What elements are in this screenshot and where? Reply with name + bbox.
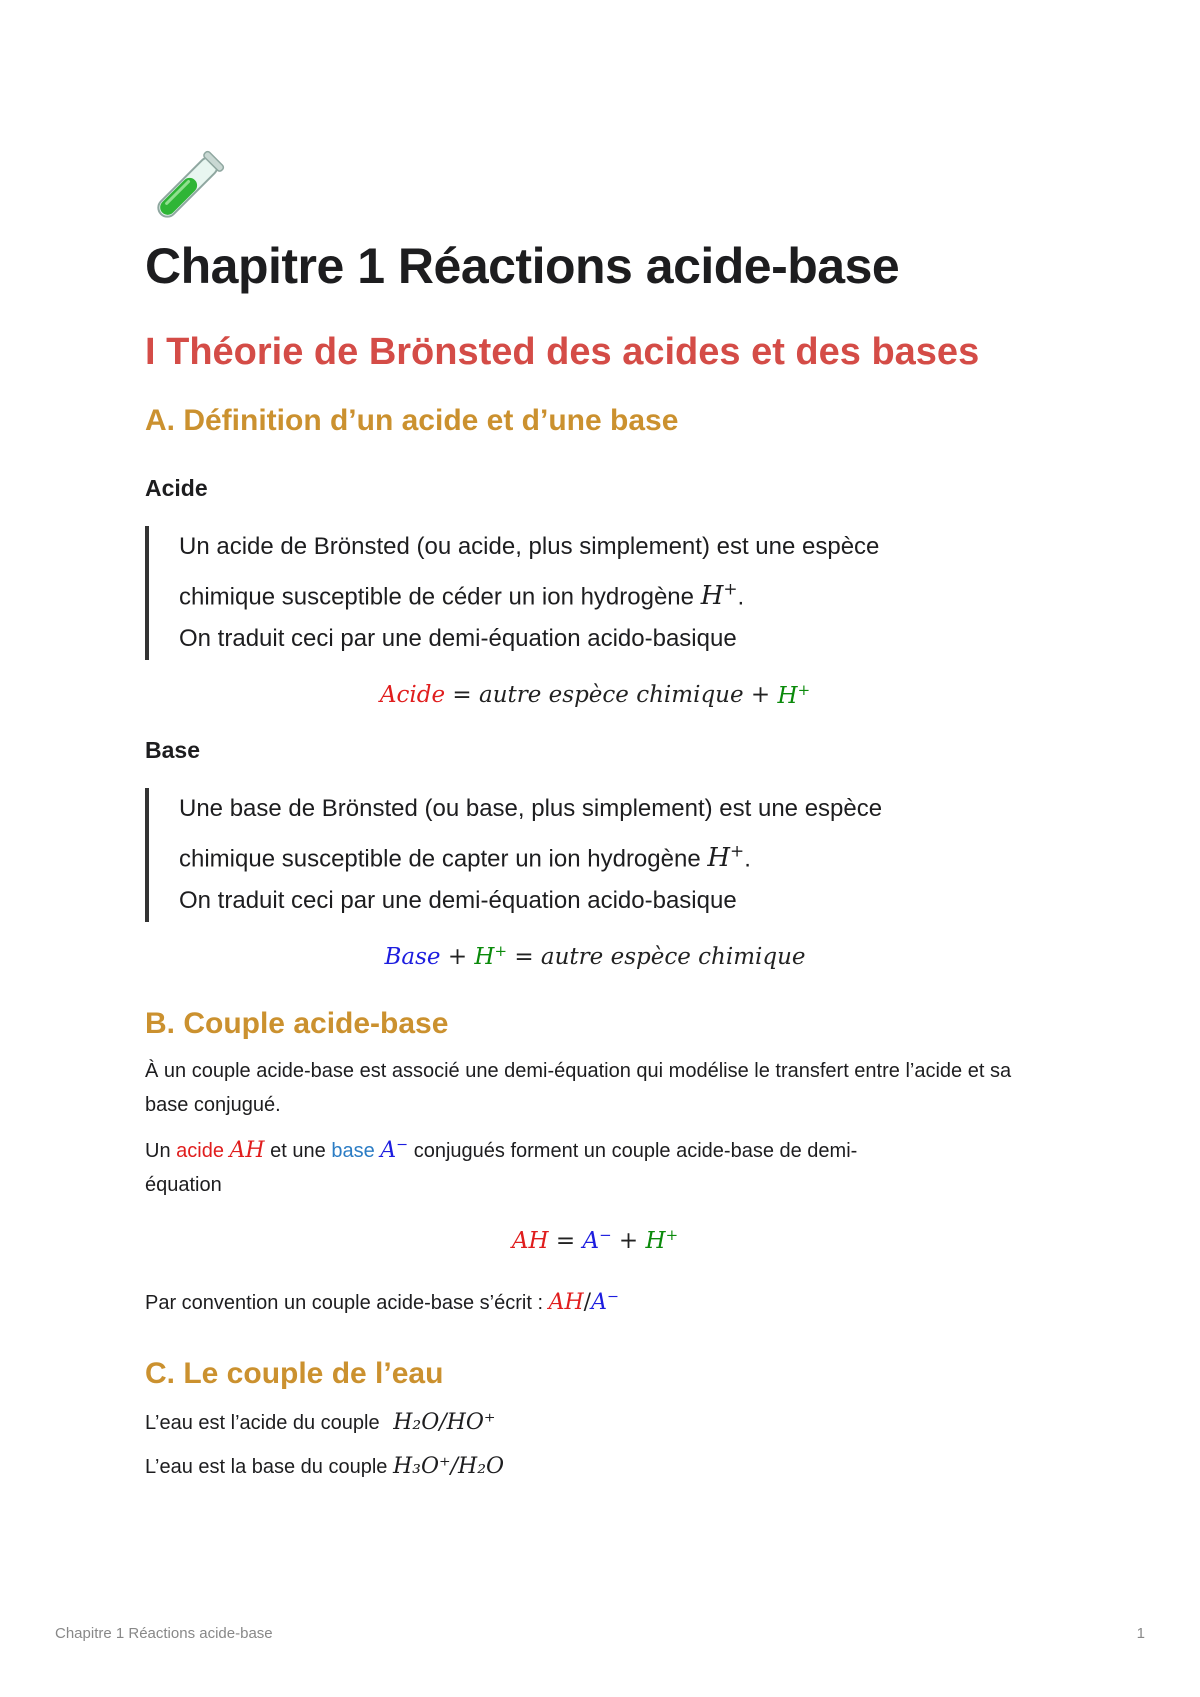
couple-p2-ah: AH bbox=[229, 1137, 265, 1163]
base-period: . bbox=[744, 844, 751, 872]
base-definition-line2 bbox=[179, 830, 1045, 880]
eq-base-plus: + bbox=[447, 944, 468, 971]
eq-acide-equals: = bbox=[452, 682, 472, 709]
couple-eq-charge: + bbox=[665, 1225, 679, 1244]
acide-ion bbox=[701, 581, 738, 611]
base-definition-text: chimique susceptible de capter un ion hydrogène bbox=[179, 844, 701, 872]
eq-base-proton bbox=[474, 941, 507, 971]
base-equation bbox=[145, 942, 1045, 970]
couple-equation bbox=[145, 1226, 1045, 1254]
acide-heading: Acide bbox=[145, 475, 208, 502]
base-ion-symbol: H bbox=[707, 842, 731, 873]
couple-eq-plus: + bbox=[618, 1228, 639, 1255]
eau-acide-line bbox=[145, 1406, 1045, 1440]
footer-page-number: 1 bbox=[1136, 1625, 1145, 1642]
couple-eq-ah: AH bbox=[511, 1228, 549, 1255]
acide-ion-symbol: H bbox=[700, 581, 724, 612]
section-c-heading: C. Le couple de l’eau bbox=[145, 1357, 444, 1391]
base-definition-line1: Une base de Brönsted (ou base, plus simplement) est une espèce bbox=[179, 794, 883, 822]
eau-base-text: L’eau est la base du couple bbox=[145, 1456, 388, 1479]
eq-base-equals: = bbox=[514, 944, 534, 971]
couple-p2-end: équation bbox=[145, 1173, 222, 1196]
acide-definition-text: chimique susceptible de céder un ion hydrogène bbox=[179, 583, 695, 611]
couple-eq-a: A bbox=[582, 1228, 600, 1255]
eq-acide-plus: + bbox=[750, 682, 771, 709]
couple-convention-minus: − bbox=[606, 1289, 619, 1306]
footer-title: Chapitre 1 Réactions acide-base bbox=[55, 1625, 273, 1642]
eau-acide-formula: H₂O/HO⁺ bbox=[393, 1410, 496, 1436]
couple-p2-base-word: base bbox=[331, 1139, 375, 1162]
couple-convention-text: Par convention un couple acide-base s’écrit : bbox=[145, 1292, 544, 1315]
couple-eq-a-minus bbox=[582, 1225, 612, 1255]
page-content bbox=[145, 150, 1045, 1484]
couple-p2-and: et une bbox=[270, 1139, 326, 1162]
eq-acide-h: H bbox=[777, 682, 798, 709]
couple-p2-minus: − bbox=[396, 1137, 409, 1154]
couple-paragraph-2 bbox=[145, 1128, 1045, 1202]
test-tube-icon bbox=[145, 150, 225, 230]
couple-paragraph-1: À un couple acide-base est associé une demi-équation qui modélise le transfert entre l’acide et sa base conjugué. bbox=[145, 1060, 1012, 1117]
couple-eq-h: H bbox=[645, 1228, 666, 1255]
couple-p2-a: A bbox=[380, 1137, 397, 1163]
eq-base-species: autre espèce chimique bbox=[540, 944, 806, 971]
couple-eq-proton bbox=[645, 1225, 679, 1255]
couple-convention-ah: AH bbox=[548, 1290, 584, 1316]
acide-ion-charge: + bbox=[723, 579, 738, 600]
eau-base-line bbox=[145, 1450, 1045, 1484]
couple-p2-start: Un bbox=[145, 1139, 171, 1162]
acide-definition-line3: On traduit ceci par une demi-équation acido-basique bbox=[179, 625, 737, 653]
eq-acide-proton bbox=[777, 680, 811, 709]
eq-base-h: H bbox=[474, 944, 495, 971]
base-definition-line3: On traduit ceci par une demi-équation acido-basique bbox=[179, 886, 737, 914]
eau-base-formula: H₃O⁺/H₂O bbox=[392, 1454, 505, 1480]
couple-p2-a-minus bbox=[380, 1138, 408, 1163]
section-1-heading: I Théorie de Brönsted des acides et des bases bbox=[145, 330, 980, 373]
eq-acide-term: Acide bbox=[379, 682, 446, 709]
acide-definition-quote bbox=[145, 526, 1045, 660]
eq-base-term: Base bbox=[384, 944, 441, 971]
couple-convention-slash: / bbox=[583, 1290, 592, 1316]
base-definition-quote bbox=[145, 788, 1045, 922]
page-title: Chapitre 1 Réactions acide-base bbox=[145, 238, 900, 294]
eau-acide-text: L’eau est l’acide du couple bbox=[145, 1412, 380, 1435]
page-footer bbox=[55, 1625, 1145, 1642]
couple-convention-a: A bbox=[591, 1290, 607, 1316]
acide-definition-line2 bbox=[179, 568, 1045, 618]
couple-eq-equals: = bbox=[555, 1228, 576, 1255]
eq-acide-species: autre espèce chimique bbox=[478, 682, 744, 709]
eq-acide-charge: + bbox=[797, 680, 811, 699]
eq-base-charge: + bbox=[494, 941, 507, 960]
section-a-heading: A. Définition d’un acide et d’une base bbox=[145, 404, 679, 438]
couple-p2-acide-word: acide bbox=[176, 1139, 224, 1162]
base-heading: Base bbox=[145, 736, 200, 763]
base-ion bbox=[707, 840, 745, 873]
couple-convention-formula bbox=[549, 1290, 619, 1315]
acide-equation bbox=[145, 680, 1045, 708]
acide-definition-line1: Un acide de Brönsted (ou acide, plus simplement) est une espèce bbox=[179, 533, 880, 561]
base-ion-charge: + bbox=[730, 840, 745, 861]
acide-period: . bbox=[737, 583, 745, 611]
couple-convention bbox=[145, 1280, 1045, 1320]
section-b-heading: B. Couple acide-base bbox=[145, 1007, 449, 1041]
couple-p2-rest: conjugués forment un couple acide-base de demi- bbox=[413, 1139, 858, 1162]
couple-eq-minus: − bbox=[599, 1225, 612, 1244]
